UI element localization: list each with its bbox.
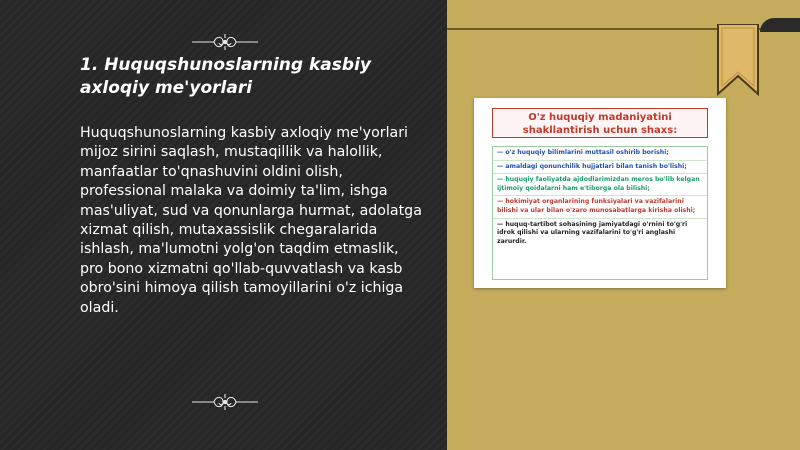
- ornament-top-icon: [190, 32, 260, 52]
- slide-title: 1. Huquqshunoslarning kasbiy axloqiy me'yorlari: [80, 55, 371, 98]
- card-item: — amaldagi qonunchilik hujjatlari bilan tanish bo'lishi;: [493, 161, 707, 175]
- info-card-image: [474, 98, 726, 288]
- card-item: — o'z huquqiy bilimlarini muttasil oshirib borishi;: [493, 147, 707, 161]
- card-header: O'z huquqiy madaniyatini shakllantirish uchun shaxs:: [492, 108, 708, 138]
- bookmark-ribbon-icon: [716, 24, 760, 96]
- card-item: — huquq-tartibot sohasining jamiyatdagi o'rnini to'g'ri idrok qilishi va ularning vazifalarini to'g'ri anglashi zarurdir.: [497, 220, 688, 245]
- ornament-bottom-icon: [190, 392, 260, 412]
- card-item: — huquqiy faoliyatda ajdodlarimizdan meros bo'lib kelgan ijtimoiy qoidalarni ham e'tiborga ola bilishi;: [493, 174, 707, 196]
- card-item: — hokimiyat organlarining funksiyalari va vazifalarini bilishi va ular bilan o'zaro munosabatlarga kirisha olishi;: [493, 196, 707, 218]
- corner-fold: [760, 18, 800, 32]
- card-item-list: [492, 146, 708, 280]
- slide-body-text: Huquqshunoslarning kasbiy axloqiy me'yorlari mijoz sirini saqlash, mustaqillik va halollik, manfaatlar to'qnashuvini oldini olish, professional malaka va doimiy ta'lim, ishga mas'uliyat, sud va qonunlarga hurmat, adolatga xizmat qilish, mutaxassislik chegaralarida ishlash, ma'lumotni yolg'on taqdim etmaslik, pro bono xizmatni qo'llab-quvvatlash va kasb obro'sini himoya qilish tamoyillarini o'z ichiga oladi.: [80, 125, 422, 316]
